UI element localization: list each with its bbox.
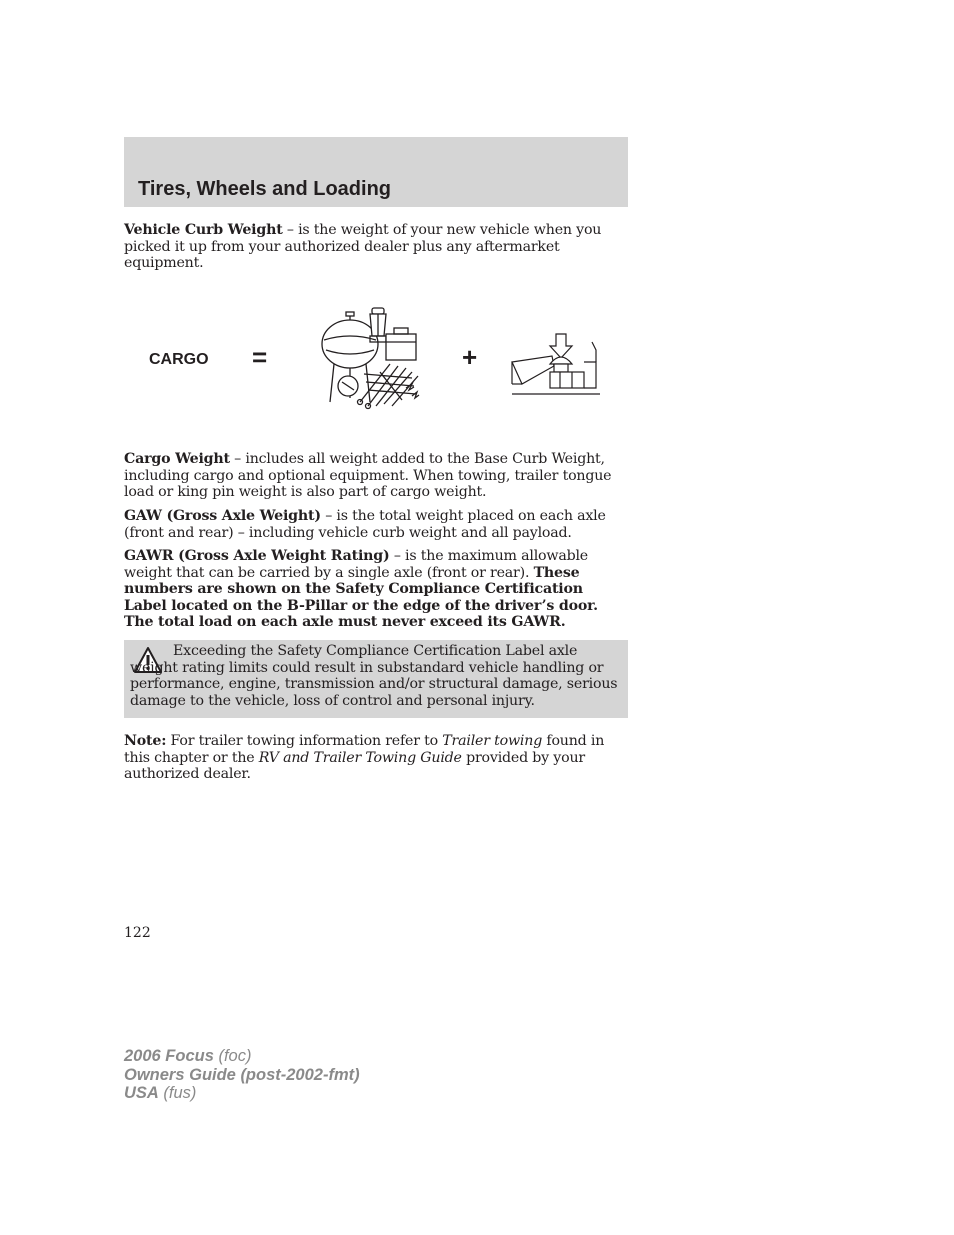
curb-weight-paragraph (124, 222, 630, 272)
gawr-paragraph (124, 548, 630, 631)
footer-guide: Owners Guide (post-2002-fmt) (124, 1065, 360, 1084)
note-text-2: found in this chapter or the (124, 733, 605, 766)
cargo-weight-paragraph (124, 451, 630, 501)
gawr-text: – is the maximum allowable weight that can be carried by a single axle (front or rear). (124, 548, 588, 581)
trailer-hitch-illustration (510, 332, 602, 400)
note-text-3: provided by your authorized dealer. (124, 749, 585, 782)
note-text-1: For trailer towing information refer to (166, 733, 443, 749)
trailer-towing-reference: Trailer towing (442, 733, 543, 749)
gawr-term: GAWR (Gross Axle Weight Rating) (124, 548, 390, 564)
gawr-emphasis: These numbers are shown on the Safety Compliance Certification Label located on the B-Pillar or the edge of the driver’s door. The total load on each axle must never exceed its GAWR. (124, 564, 598, 630)
cargo-label: CARGO (149, 351, 209, 368)
curb-weight-text: – is the weight of your new vehicle when you picked it up from your authorized dealer plus any aftermarket equipment. (124, 222, 602, 271)
footer-region: USA (124, 1084, 159, 1102)
footer-line-1 (124, 1047, 360, 1066)
page-number: 122 (124, 925, 151, 941)
rv-guide-reference: RV and Trailer Towing Guide (258, 749, 462, 766)
section-title: Tires, Wheels and Loading (138, 178, 392, 200)
gaw-paragraph (124, 508, 630, 541)
footer-line-2 (124, 1066, 360, 1085)
warning-text: Exceeding the Safety Compliance Certification Label axle weight rating limits could result in substandard vehicle handling or performance, engine, transmission and/or structural damage, serious damage to the vehicle, loss of control and personal injury. (130, 643, 618, 709)
cargo-weight-text: – includes all weight added to the Base Curb Weight, including cargo and optional equipment. When towing, trailer tongue load or king pin weight is also part of cargo weight. (124, 451, 612, 500)
equals-sign: = (252, 342, 268, 372)
plus-sign: + (462, 342, 478, 372)
cargo-items-illustration (320, 302, 424, 410)
footer-line-3 (124, 1084, 360, 1103)
footer-region-code: (fus) (158, 1084, 197, 1102)
section-header (124, 137, 628, 207)
footer-model: 2006 Focus (124, 1047, 214, 1065)
note-label: Note: (124, 733, 167, 749)
curb-weight-term: Vehicle Curb Weight (124, 222, 283, 238)
warning-box (124, 640, 628, 718)
footer-model-code: (foc) (213, 1047, 252, 1065)
gaw-term: GAW (Gross Axle Weight) (124, 508, 321, 524)
footer (124, 1047, 360, 1103)
cargo-figure (124, 290, 628, 420)
note-paragraph (124, 733, 630, 783)
gaw-text: – is the total weight placed on each axle (front and rear) – including vehicle curb weight and all payload. (124, 508, 606, 541)
cargo-weight-term: Cargo Weight (124, 451, 230, 467)
